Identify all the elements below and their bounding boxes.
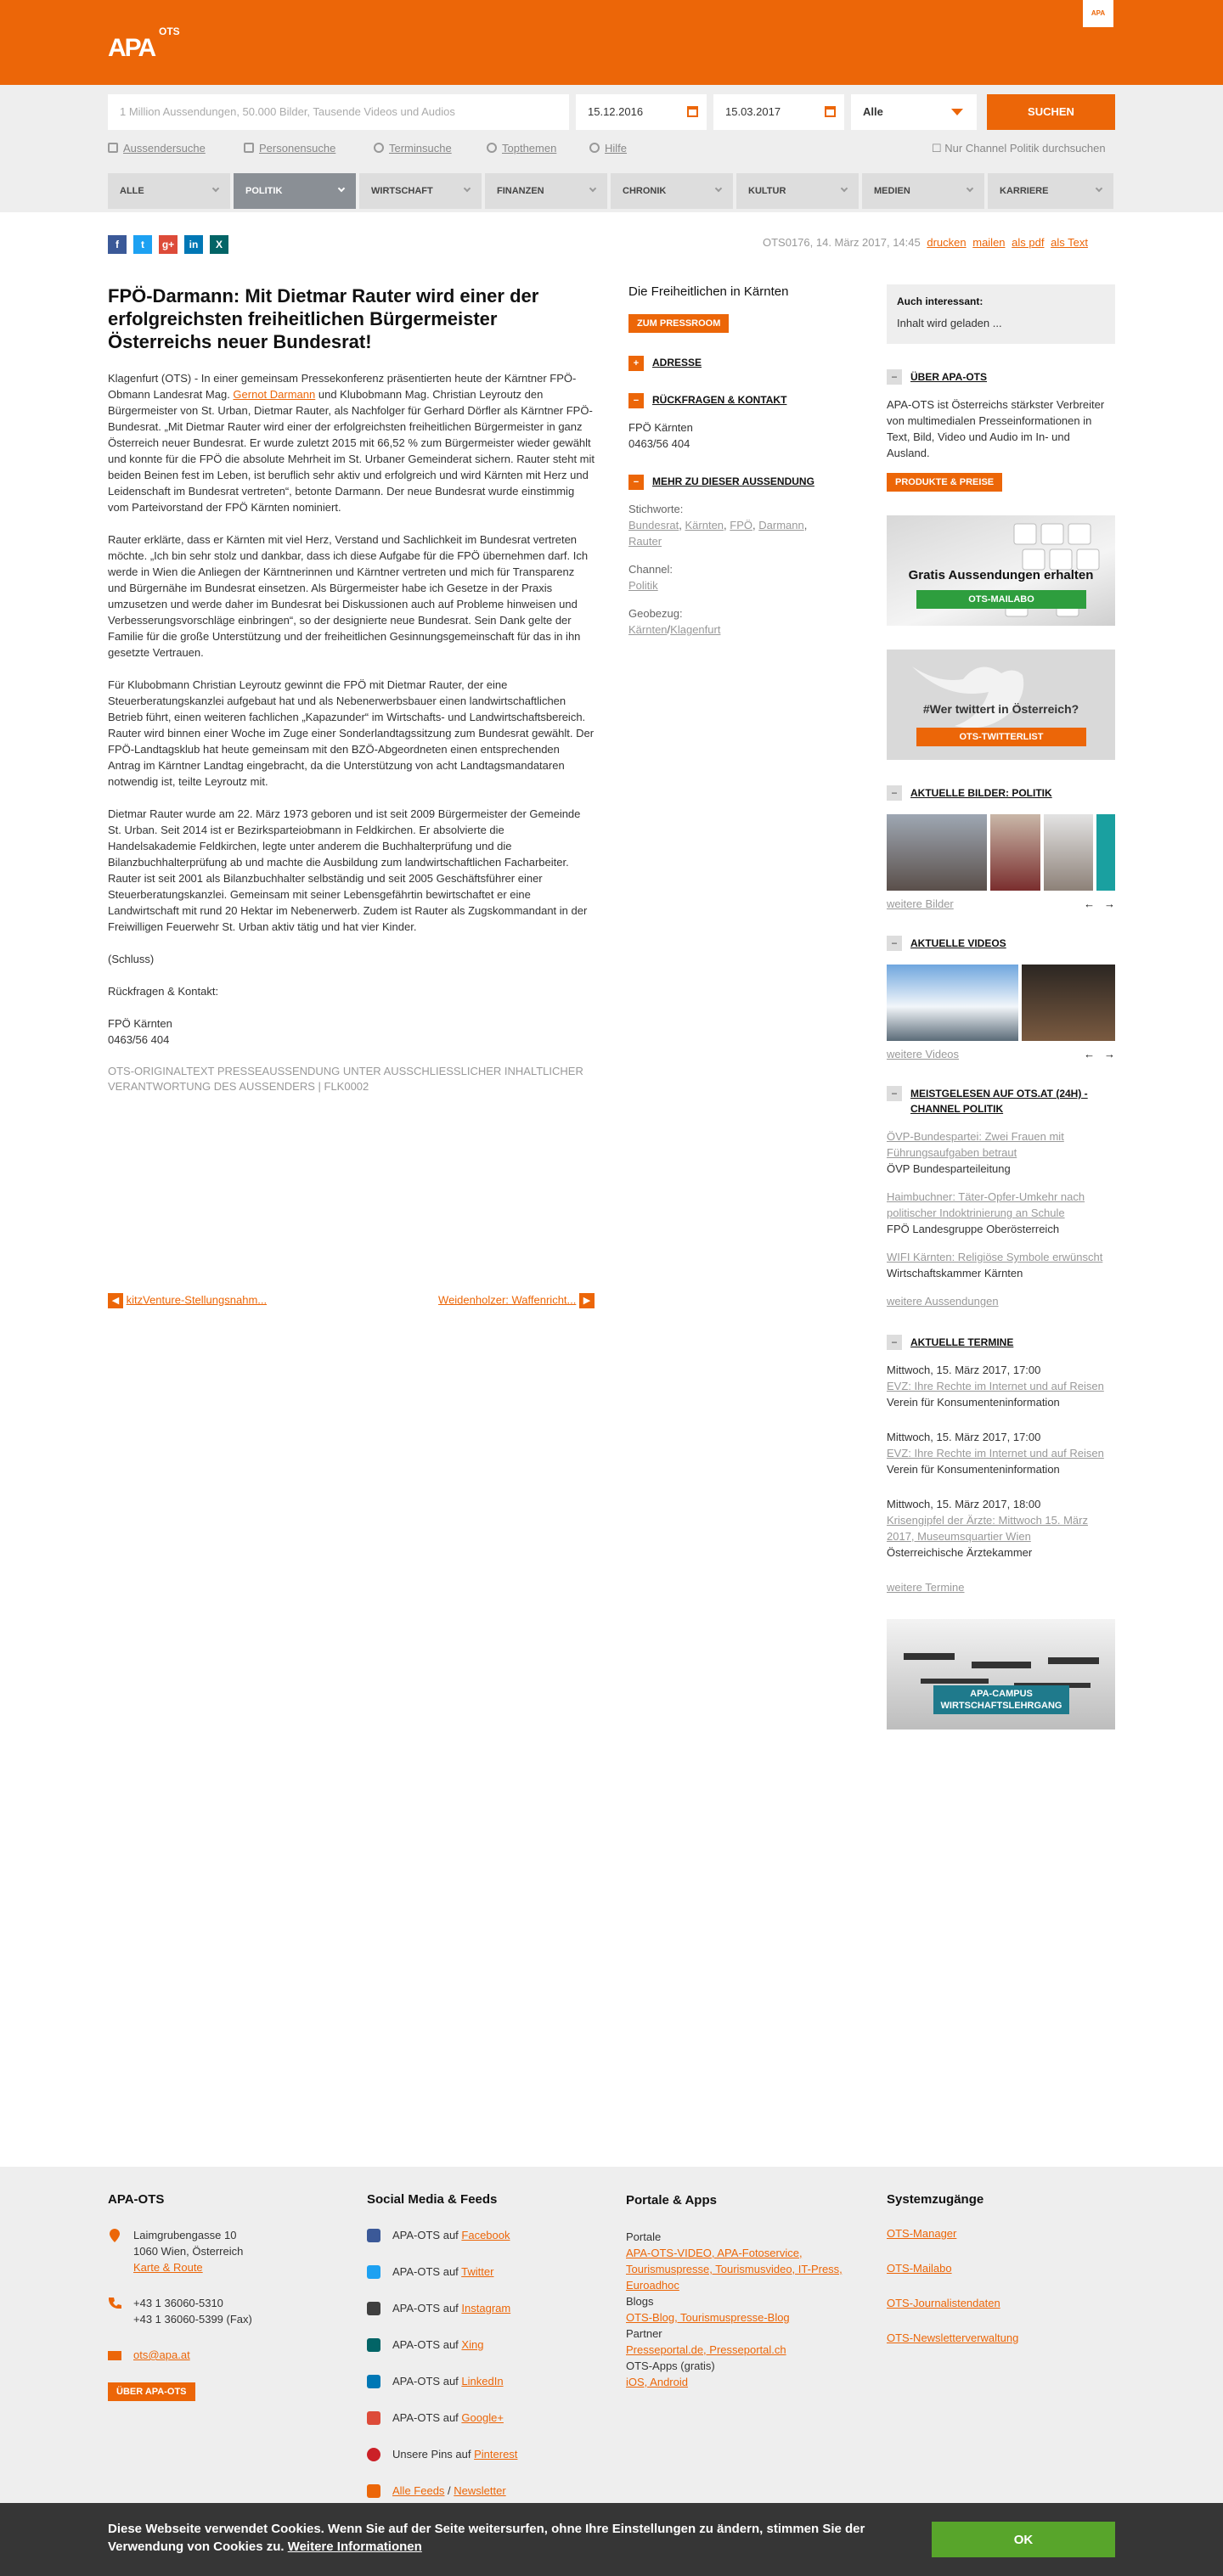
mail-link[interactable]: mailen <box>972 236 1006 249</box>
tab-medien[interactable]: MEDIEN <box>862 173 986 209</box>
help-link[interactable]: Hilfe <box>589 142 627 155</box>
article <box>108 284 595 1094</box>
list-item: Mittwoch, 15. März 2017, 17:00 EVZ: Ihre Rechte im Internet und auf Reisen Verein für Konsumenteninformation <box>887 1431 1104 1476</box>
article-paragraph: Rauter erklärte, dass er Kärnten mit viel Herz, Verstand und Sachlichkeit im Bundesrat vertreten möchte. „Ich bin sehr stolz und dankbar, dass ich diese Aufgabe für die FPÖ übernehmen darf. Ich werde in Wien die Anliegen der Kärntnerinnen und Kärntner vertreten und mich für Transparenz und Bürgernähe im Bundesrat einsetzen. Als Bürgermeister habe ich Gesetze in der Praxis umzusetzen und werde daher im Bundesrat bei Diskussionen auch auf Probleme hinweisen und Verbesserungsvorschläge einbringen“, so der designierte neue Bundesrat. Sein Dank gelte der Familie für die große Unterstützung und der freiheitlichen Gesinnungsgemeinschaft für das in ihn gesetzte Vertrauen. <box>108 533 589 659</box>
image-thumbnails <box>887 814 1115 891</box>
photo-thumbnail[interactable] <box>1044 814 1093 891</box>
search-sublinks <box>108 139 1115 160</box>
geo: Geobezug: Kärnten/Klagenfurt <box>628 607 721 636</box>
list-item: Mittwoch, 15. März 2017, 18:00 Krisengipfel der Ärzte: Mittwoch 15. März 2017, Museumsquartier Wien Österreichische Ärztekammer <box>887 1498 1088 1559</box>
social-facebook: APA-OTS auf Facebook <box>367 2227 605 2243</box>
tab-alle[interactable]: ALLE <box>108 173 232 209</box>
address: Laimgrubengasse 10 1060 Wien, Österreich Karte & Route <box>108 2227 346 2275</box>
geo-link[interactable]: Klagenfurt <box>670 623 721 636</box>
social-xing: APA-OTS auf Xing <box>367 2337 605 2353</box>
cookie-info-link[interactable]: Weitere Informationen <box>287 2539 422 2554</box>
calendar-icon[interactable] <box>687 106 698 117</box>
list-item: ÖVP-Bundespartei: Zwei Frauen mit Führungsaufgaben betraut ÖVP Bundesparteileitung <box>887 1130 1064 1175</box>
tab-finanzen[interactable]: FINANZEN <box>485 173 609 209</box>
map-link[interactable]: Karte & Route <box>133 2261 203 2274</box>
about-toggle[interactable]: − ÜBER APA-OTS <box>887 369 1115 385</box>
feeds-row: Alle Feeds / Newsletter <box>367 2483 605 2499</box>
next-article-link[interactable]: Weidenholzer: Waffenricht... ▶ <box>438 1293 595 1308</box>
social-twitter: APA-OTS auf Twitter <box>367 2264 605 2280</box>
meistgelesen-toggle[interactable]: − MEISTGELESEN AUF OTS.AT (24H) - CHANNEL POLITIK <box>887 1086 1115 1116</box>
mailabo-banner[interactable]: Gratis Aussendungen erhalten OTS-MAILABO <box>887 515 1115 626</box>
kontakt-text: FPÖ Kärnten 0463/56 404 <box>628 421 693 450</box>
more-images-link[interactable]: weitere Bilder <box>887 897 954 910</box>
minus-icon: − <box>628 393 644 408</box>
tab-karriere[interactable]: KARRIERE <box>988 173 1115 209</box>
date-from-field[interactable]: 15.12.2016 <box>576 94 707 130</box>
campus-banner[interactable]: APA-CAMPUS WIRTSCHAFTSLEHRGANG <box>887 1619 1115 1730</box>
phone-icon <box>108 2297 121 2310</box>
tag-icon <box>487 143 497 153</box>
footer-col-portale: Portale & Apps Portale APA-OTS-VIDEO, APA-Fotoservice, Tourismuspresse, Tourismusvideo, IT-Press, Euroadhoc Blogs OTS-Blog, Tourismuspresse-Blog Partner Presseportal.de, Presseportal.ch OTS-Apps (gratis) iOS, Android <box>626 2193 843 2388</box>
email: ots@apa.at <box>108 2347 346 2363</box>
system-link[interactable]: OTS-Mailabo <box>887 2262 952 2275</box>
linkedin-icon <box>367 2375 380 2388</box>
chevron-down-icon <box>951 109 963 115</box>
system-link[interactable]: OTS-Manager <box>887 2227 957 2240</box>
facebook-icon <box>367 2229 380 2242</box>
date-search-link[interactable]: Terminsuche <box>374 142 452 155</box>
minus-icon: − <box>887 936 902 951</box>
keyword-link[interactable]: Darmann <box>758 519 804 532</box>
arrow-right-icon: ▶ <box>579 1293 595 1308</box>
share-bar <box>108 235 235 256</box>
tab-kultur[interactable]: KULTUR <box>736 173 860 209</box>
mail-icon <box>108 2348 121 2362</box>
social-instagram: APA-OTS auf Instagram <box>367 2300 605 2316</box>
about-apa-button[interactable]: ÜBER APA-OTS <box>108 2382 195 2401</box>
print-link[interactable]: drucken <box>927 236 967 249</box>
bilder-footer <box>887 897 1115 910</box>
info-icon <box>589 143 600 153</box>
person-search-link[interactable]: Personensuche <box>244 142 335 155</box>
person-icon <box>244 143 254 153</box>
sender-search-link[interactable]: Aussendersuche <box>108 142 206 155</box>
apa-corner-logo[interactable]: APA <box>1083 0 1113 27</box>
channel-only-checkbox[interactable]: ☐ Nur Channel Politik durchsuchen <box>932 142 1106 155</box>
cookie-ok-button[interactable]: OK <box>932 2522 1115 2557</box>
carousel-arrows[interactable]: ← → <box>1084 1048 1115 1060</box>
chevron-down-icon <box>1096 185 1102 192</box>
video-thumbnail[interactable] <box>1022 965 1115 1041</box>
facebook-icon[interactable]: f <box>108 235 127 254</box>
site-header <box>0 0 1223 85</box>
channel-link[interactable]: Politik <box>628 579 658 592</box>
portale-links[interactable]: APA-OTS-VIDEO, APA-Fotoservice, Tourismuspresse, Tourismusvideo, IT-Press, Euroadhoc <box>626 2247 843 2292</box>
bilder-toggle[interactable]: − AKTUELLE BILDER: POLITIK <box>887 785 1115 801</box>
sender-name: Die Freiheitlichen in Kärnten <box>628 284 789 299</box>
topics-link[interactable]: Topthemen <box>487 142 556 155</box>
tab-politik[interactable]: POLITIK <box>234 173 358 209</box>
videos-toggle[interactable]: − AKTUELLE VIDEOS <box>887 936 1115 951</box>
more-termine: weitere Termine <box>887 1581 965 1594</box>
keyword-link[interactable]: Rauter <box>628 535 662 548</box>
footer-col-system: Systemzugänge OTS-Manager OTS-Mailabo OTS-Journalistendaten OTS-Newsletterverwaltung <box>887 2192 1019 2344</box>
calendar-icon[interactable] <box>825 106 836 117</box>
plus-icon: + <box>628 356 644 371</box>
chevron-down-icon <box>212 185 219 192</box>
filter-select[interactable]: Alle <box>851 94 977 130</box>
article-paragraph: Dietmar Rauter wurde am 22. März 1973 geboren und ist seit 2009 Bürgermeister der Gemeinde St. Urban. Seit 2014 ist er Bezirksparteiobmann in Feldkirchen. Er absolvierte die Handelsakademie Feldkirchen, legte unter anderem die Buchhalterprüfung und die Bilanzbuchhalterprüfung ab und machte die Ausbildung zum landwirtschaftlichen Facharbeiter. Rauter ist seit 2001 als Bilanzbuchhalter selbständig und seit 2005 Geschäftsführer einer Steuerberatungskanzlei. Gemeinsam mit seiner Lebensgefährtin bewirtschaftet er eine Landwirtschaft mit rund 20 Hektar im Nebenerwerb. Zudem ist Rauter als Zugskommandant in der Freiwilligen Feuerwehr St. Urban aktiv tätig und hat vier Kinder. <box>108 807 588 933</box>
twitterlist-banner[interactable]: #Wer twittert in Österreich? OTS-TWITTERLIST <box>887 650 1115 760</box>
chevron-down-icon <box>967 185 973 192</box>
instagram-icon <box>367 2302 380 2315</box>
keyword-link[interactable]: FPÖ <box>730 519 753 532</box>
keyword-link[interactable]: Kärnten <box>685 519 724 532</box>
list-item: Haimbuchner: Täter-Opfer-Umkehr nach politischer Indoktrinierung an Schule FPÖ Landesgruppe Oberösterreich <box>887 1190 1085 1235</box>
prev-next <box>108 1293 595 1310</box>
article-end: (Schluss) <box>108 953 155 965</box>
linkedin-icon[interactable]: in <box>184 235 203 254</box>
minus-icon: − <box>887 1335 902 1350</box>
products-button[interactable]: PRODUKTE & PREISE <box>887 473 1002 492</box>
googleplus-icon[interactable]: g+ <box>159 235 178 254</box>
cookie-banner <box>0 2503 1223 2576</box>
clock-icon <box>374 143 384 153</box>
minus-icon: − <box>887 369 902 385</box>
search-button[interactable]: SUCHEN <box>987 94 1115 130</box>
prev-article-link[interactable]: ◀ kitzVenture-Stellungsnahm... <box>108 1293 267 1308</box>
article-paragraph: Für Klubobmann Christian Leyroutz gewinnt die FPÖ mit Dietmar Rauter, der eine Steuerberatungskanzlei aufgebaut hat und als Nebenerwerbsbauer einen landwirtschaftlichen Betrieb führt, einen weiteren fachlichen „Kapazunder“ im Wirtschafts- und Landwirtschaftsbereich. Rauter wird binnen einer Woche im Zuge einer Sonderlandtagssitzung zum Bundesrat gewählt. Der FPÖ-Landtagsklub hat heute gemeinsam mit den BZÖ-Abgeordneten einen entsprechenden Antrag im Kärntner Landtag eingebracht, da die Unterstützung von acht Landtagsmandataren notwendig ist, teilte Leyroutz mit. <box>108 678 595 788</box>
contact-label: Rückfragen & Kontakt: <box>108 985 219 998</box>
search-input[interactable]: 1 Million Aussendungen, 50.000 Bilder, Tausende Videos und Audios <box>108 94 569 130</box>
about-text: APA-OTS ist Österreichs stärkster Verbreiter von multimedialen Presseinformationen in Text, Bild, Video und Audio im In- und Ausland. <box>887 398 1105 459</box>
chevron-down-icon <box>464 185 471 192</box>
minus-icon: − <box>887 1086 902 1101</box>
photo-thumbnail[interactable] <box>990 814 1040 891</box>
minus-icon: − <box>628 475 644 490</box>
text-link[interactable]: als Text <box>1051 236 1088 249</box>
person-link[interactable]: Gernot Darmann <box>233 388 316 401</box>
chevron-down-icon <box>338 185 345 192</box>
article-paragraph: Klagenfurt (OTS) - In einer gemeinsam Pressekonferenz präsentierten heute der Kärntner FPÖ-Obmann Landesrat Mag. Gernot Darmann und Klubobmann Mag. Christian Leyroutz den Bürgermeister von St. Urban, Dietmar Rauter, als Nachfolger für Gerhard Dörfler als Kärntner FPÖ-Bundesrat. „Mit Dietmar Rauter wird einer der erfolgreichsten freiheitlichen Bürgermeister in ganz Österreich neuer Bundesrat. Er wurde zuletzt 2015 mit 66,52 % zum Bürgermeister wieder gewählt und konnte für die FPÖ die absolute Mehrheit im St. Urbaner Gemeinderat sichern. Rauter steht mit beiden Beinen fest im Leben, ist beruflich sehr aktiv und erfolgreich und wird Kärnten mit Herz und Leidenschaft im Bundesrat vertreten“, betonte Darmann. Der neue Bundesrat wurde einstimmig vom Parteivorstand der FPÖ Kärnten nominiert. <box>108 372 595 514</box>
carousel-arrows[interactable]: ← → <box>1084 897 1115 910</box>
apps-links[interactable]: iOS, Android <box>626 2376 688 2388</box>
system-link[interactable]: OTS-Newsletterverwaltung <box>887 2331 1019 2344</box>
pdf-link[interactable]: als pdf <box>1012 236 1045 249</box>
system-link[interactable]: OTS-Journalistendaten <box>887 2297 1000 2309</box>
right-sidebar <box>887 284 1115 1730</box>
footer-col-apa: APA-OTS Laimgrubengasse 10 1060 Wien, Österreich Karte & Route +43 1 36060-5310 +43 1 36060-5399 (Fax) ots@apa.at ÜBER APA-OTS <box>108 2192 346 2401</box>
more-aussendungen: weitere Aussendungen <box>887 1295 999 1308</box>
termine-toggle[interactable]: − AKTUELLE TERMINE <box>887 1335 1115 1350</box>
location-icon <box>108 2229 121 2242</box>
apa-ots-logo[interactable]: APA OTS <box>108 25 180 62</box>
minus-icon: − <box>887 785 902 801</box>
article-meta: OTS0176, 14. März 2017, 14:45 drucken mailen als pdf als Text <box>763 236 1088 249</box>
chevron-down-icon <box>589 185 596 192</box>
photo-thumbnail[interactable] <box>887 814 987 891</box>
twitter-icon[interactable]: t <box>133 235 152 254</box>
rss-icon <box>367 2484 380 2498</box>
mehr-toggle[interactable]: − MEHR ZU DIESER AUSSENDUNG <box>628 474 900 489</box>
tab-wirtschaft[interactable]: WIRTSCHAFT <box>359 173 483 209</box>
social-googleplus: APA-OTS auf Google+ <box>367 2410 605 2426</box>
search-area <box>0 85 1223 212</box>
video-thumbnails <box>887 965 1115 1041</box>
blogs-links[interactable]: OTS-Blog, Tourismuspresse-Blog <box>626 2311 790 2324</box>
xing-icon[interactable]: X <box>210 235 228 254</box>
more-videos-link[interactable]: weitere Videos <box>887 1048 960 1060</box>
pressroom-button[interactable]: ZUM PRESSROOM <box>628 314 729 333</box>
also-interesting: Auch interessant: Inhalt wird geladen ... <box>887 284 1115 344</box>
article-title: FPÖ-Darmann: Mit Dietmar Rauter wird einer der erfolgreichsten freiheitlichen Bürgermeister Österreichs neuer Bundesrat! <box>108 285 539 352</box>
channel: Channel: Politik <box>628 563 673 592</box>
geo-link[interactable]: Kärnten <box>628 623 668 636</box>
social-pinterest: Unsere Pins auf Pinterest <box>367 2446 605 2462</box>
tab-chronik[interactable]: CHRONIK <box>611 173 735 209</box>
twitter-icon <box>367 2265 380 2279</box>
arrow-left-icon: ◀ <box>108 1293 123 1308</box>
cookie-text: Diese Webseite verwendet Cookies. Wenn Sie auf der Seite weitersurfen, ohne Ihre Einstellungen zu ändern, stimmen Sie der Verwendung von Cookies zu. Weitere Informationen <box>108 2522 865 2554</box>
social-linkedin: APA-OTS auf LinkedIn <box>367 2373 605 2389</box>
footer-col-social: Social Media & Feeds APA-OTS auf Facebook APA-OTS auf Twitter APA-OTS auf Instagram APA-OTS auf Xing APA-OTS auf LinkedIn APA-OTS auf Google+ Unsere Pins auf Pinterest Alle Feeds / Newsletter <box>367 2192 605 2518</box>
contact-phone: 0463/56 404 <box>108 1033 170 1046</box>
sender-column <box>628 284 900 638</box>
channel-nav <box>108 173 1115 209</box>
keywords: Stichworte: Bundesrat, Kärnten, FPÖ, Darmann, Rauter <box>628 503 808 548</box>
googleplus-icon <box>367 2411 380 2425</box>
chevron-down-icon <box>841 185 848 192</box>
phone: +43 1 36060-5310 +43 1 36060-5399 (Fax) <box>108 2295 346 2327</box>
building-icon <box>108 143 118 153</box>
list-item: Mittwoch, 15. März 2017, 17:00 EVZ: Ihre Rechte im Internet und auf Reisen Verein für Konsumenteninformation <box>887 1364 1104 1409</box>
chevron-down-icon <box>715 185 722 192</box>
date-to-field[interactable]: 15.03.2017 <box>713 94 844 130</box>
list-item: WIFI Kärnten: Religiöse Symbole erwünscht Wirtschaftskammer Kärnten <box>887 1251 1103 1280</box>
keyword-link[interactable]: Bundesrat <box>628 519 679 532</box>
kontakt-toggle[interactable]: − RÜCKFRAGEN & KONTAKT <box>628 392 900 408</box>
xing-icon <box>367 2338 380 2352</box>
contact-name: FPÖ Kärnten <box>108 1017 172 1030</box>
pinterest-icon <box>367 2448 380 2461</box>
videos-footer <box>887 1048 1115 1060</box>
adresse-toggle[interactable]: + ADRESSE <box>628 355 900 370</box>
partner-links[interactable]: Presseportal.de, Presseportal.ch <box>626 2343 786 2356</box>
video-thumbnail[interactable] <box>887 965 1018 1041</box>
photo-thumbnail[interactable] <box>1096 814 1115 891</box>
ots-disclaimer: OTS-ORIGINALTEXT PRESSEAUSSENDUNG UNTER AUSSCHLIESSLICHER INHALTLICHER VERANTWORTUNG DES AUSSENDERS | FLK0002 <box>108 1065 583 1093</box>
